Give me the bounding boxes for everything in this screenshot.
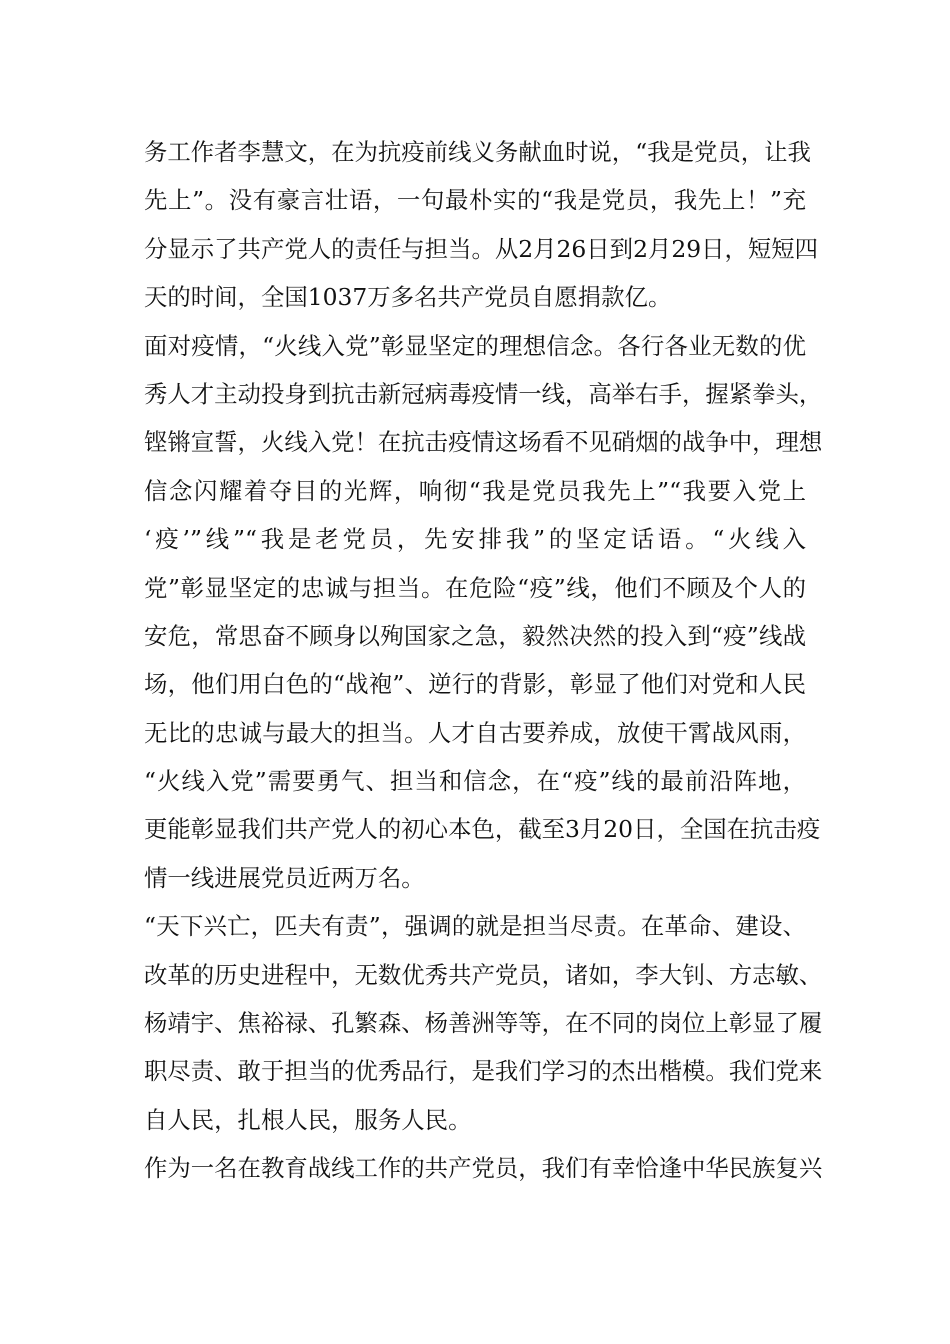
paragraph-2 — [144, 322, 823, 903]
text-line: 情一线进展党员近两万名。 — [144, 863, 425, 892]
text-line: 信念闪耀着夺目的光辉，响彻“我是党员我先上”“我要入党上 — [144, 476, 806, 505]
text-line: 秀人才主动投身到抗击新冠病毒疫情一线，高举右手，握紧拳头， — [144, 379, 823, 408]
text-line: 铿锵宣誓，火线入党！在抗击疫情这场看不见硝烟的战争中，理想 — [144, 428, 823, 457]
text-line: “天下兴亡，匹夫有责”，强调的就是担当尽责。在革命、建设、 — [144, 912, 806, 941]
text-line: 自人民，扎根人民，服务人民。 — [144, 1105, 472, 1134]
text-line: 更能彰显我们共产党人的初心本色，截至3月20日，全国在抗击疫 — [144, 815, 821, 844]
document-body — [144, 128, 823, 1193]
text-line: 分显示了共产党人的责任与担当。从2月26日到2月29日，短短四 — [144, 234, 819, 263]
text-line: 务工作者李慧文，在为抗疫前线义务献血时说，“我是党员，让我 — [144, 138, 811, 166]
text-line: 先上”。没有豪言壮语，一句最朴实的“我是党员，我先上！”充 — [144, 186, 806, 215]
text-line: “火线入党”需要勇气、担当和信念，在“疫”线的最前沿阵地， — [144, 767, 806, 796]
text-line: ‘疫’”线”“我是老党员，先安排我”的坚定话语。“火线入 — [144, 525, 806, 554]
paragraph-3 — [144, 902, 823, 1144]
text-line: 面对疫情，“火线入党”彰显坚定的理想信念。各行各业无数的优 — [144, 331, 806, 360]
text-line: 场，他们用白色的“战袍”、逆行的背影，彰显了他们对党和人民 — [144, 670, 806, 699]
paragraph-1 — [144, 128, 819, 322]
paragraph-4 — [144, 1144, 823, 1192]
text-line: 职尽责、敢于担当的优秀品行，是我们学习的杰出楷模。我们党来 — [144, 1057, 823, 1086]
text-line: 无比的忠诚与最大的担当。人才自古要养成，放使干霄战风雨， — [144, 718, 806, 747]
text-line: 党”彰显坚定的忠诚与担当。在危险“疫”线，他们不顾及个人的 — [144, 573, 806, 602]
text-line: 天的时间，全国1037万多名共产党员自愿捐款亿。 — [144, 283, 672, 312]
text-line: 作为一名在教育战线工作的共产党员，我们有幸恰逢中华民族复兴 — [144, 1154, 823, 1183]
text-line: 改革的历史进程中，无数优秀共产党员，诸如，李大钊、方志敏、 — [144, 960, 823, 989]
text-line: 安危，常思奋不顾身以殉国家之急，毅然决然的投入到“疫”线战 — [144, 621, 806, 650]
text-line: 杨靖宇、焦裕禄、孔繁森、杨善洲等等，在不同的岗位上彰显了履 — [144, 1009, 823, 1038]
